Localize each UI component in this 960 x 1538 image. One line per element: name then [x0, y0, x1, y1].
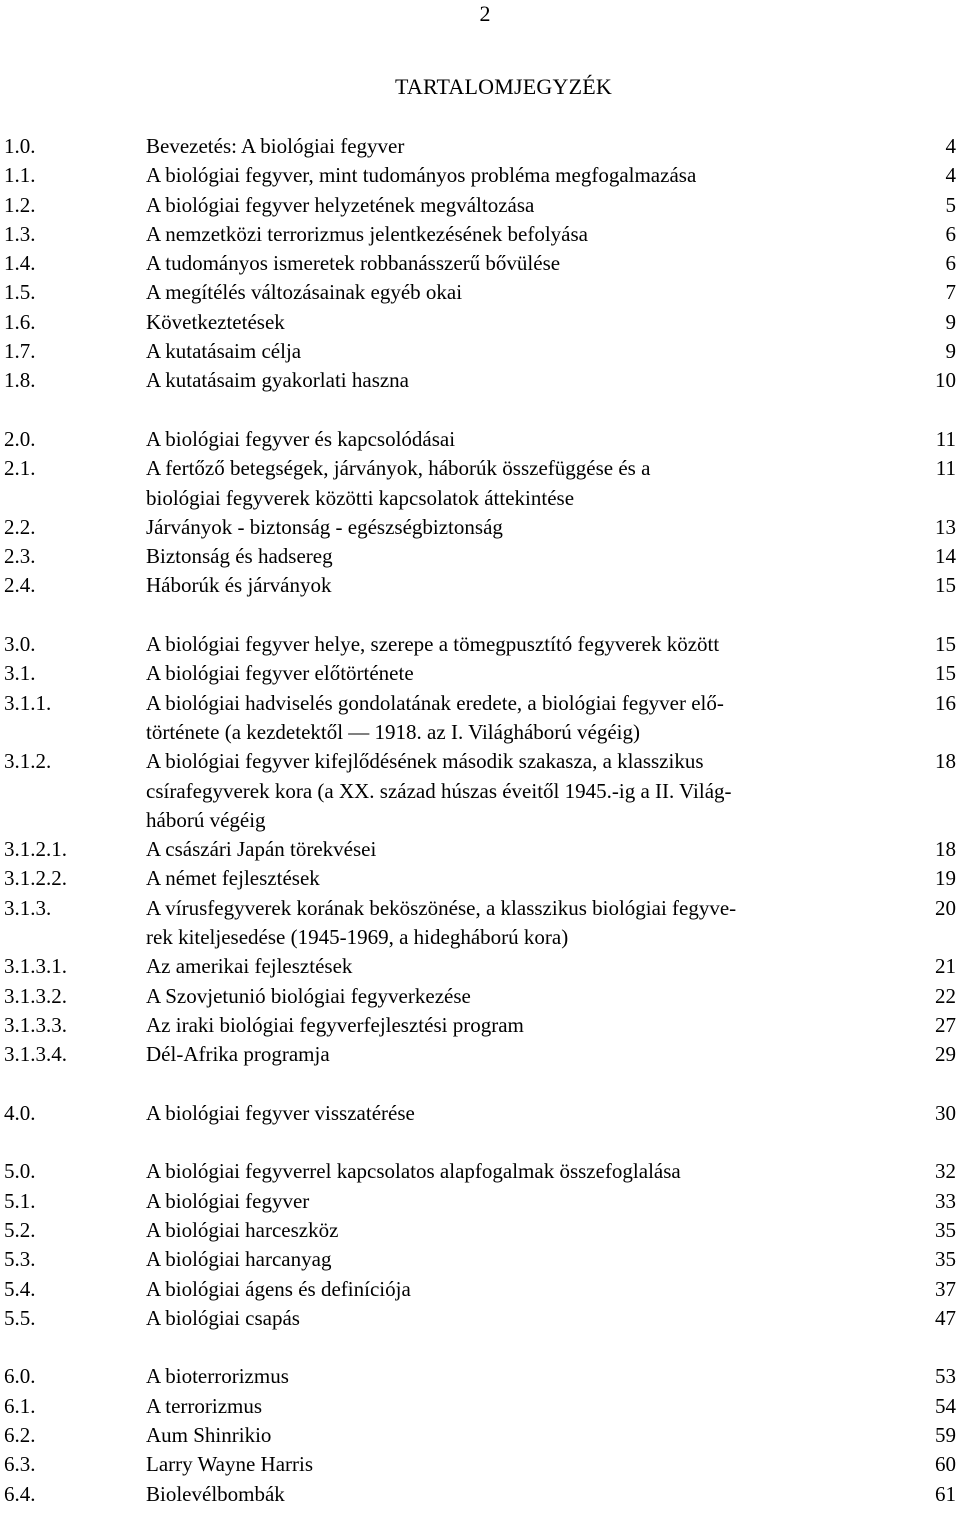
toc-entry-title-line: Háborúk és járványok — [146, 573, 332, 598]
toc-entry-title-line: A biológiai fegyver előtörténete — [146, 661, 414, 686]
toc-entry-title — [146, 132, 896, 161]
toc-entry-title-line: A biológiai fegyver visszatérése — [146, 1100, 415, 1125]
toc-entry-page: 9 — [945, 309, 956, 334]
toc-entry-page: 14 — [935, 544, 956, 569]
toc-entry-title-line: rek kiteljesedése (1945-1969, a hidegháború kora) — [146, 925, 569, 950]
toc-entry-page: 15 — [935, 661, 956, 686]
toc-entry-title-line: A biológiai fegyver kifejlődésének második szakasza, a klasszikus — [146, 749, 704, 774]
toc-entry-title-line: A biológiai ágens és definíciója — [146, 1276, 411, 1301]
toc-entry-title — [146, 161, 896, 190]
toc-entry-title-line: Az amerikai fejlesztések — [146, 954, 353, 979]
toc-entry-title-line: A biológiai fegyver és kapcsolódásai — [146, 426, 456, 451]
toc-entry-number: 5.1. — [4, 1188, 36, 1213]
toc-entry-number: 3.1.3.4. — [4, 1042, 67, 1067]
toc-section — [4, 425, 956, 601]
toc-entry-title-line: A biológiai harcanyag — [146, 1247, 332, 1272]
toc-entry-page: 4 — [945, 163, 956, 188]
toc-entry-number: 1.1. — [4, 163, 36, 188]
toc-entry-title — [146, 1275, 896, 1304]
toc-entry-number: 5.5. — [4, 1305, 36, 1330]
toc-entry-title-line: csírafegyverek kora (a XX. század húszas éveitől 1945.-ig a II. Világ- — [146, 778, 732, 803]
toc-entry-number: 2.3. — [4, 544, 36, 569]
toc-entry[interactable] — [4, 1245, 956, 1274]
toc-entry-title-line: A kutatásaim gyakorlati haszna — [146, 368, 410, 393]
toc-entry-title-line: A tudományos ismeretek robbanásszerű bővülése — [146, 251, 561, 276]
toc-entry-title-line: A biológiai hadviselés gondolatának eredete, a biológiai fegyver elő- — [146, 690, 724, 715]
toc-entry-number: 3.1.3.1. — [4, 954, 67, 979]
toc-entry-title-line: Biolevélbombák — [146, 1481, 285, 1506]
toc-entry-title — [146, 894, 896, 953]
toc-entry[interactable] — [4, 308, 956, 337]
toc-entry-title — [146, 1157, 896, 1186]
toc-entry[interactable] — [4, 513, 956, 542]
toc-entry[interactable] — [4, 894, 956, 953]
toc-entry-title-line: A biológiai fegyver, mint tudományos probléma megfogalmazása — [146, 163, 697, 188]
toc-entry-title-line: A nemzetközi terrorizmus jelentkezésének befolyása — [146, 221, 588, 246]
toc-entry-title — [146, 1216, 896, 1245]
toc-entry-page: 61 — [935, 1481, 956, 1506]
toc-entry-number: 5.3. — [4, 1247, 36, 1272]
toc-entry-title-line: A biológiai fegyver helyzetének megváltozása — [146, 192, 535, 217]
toc-entry-title — [146, 337, 896, 366]
toc-entry-title-line: Biztonság és hadsereg — [146, 544, 333, 569]
toc-entry-page: 47 — [935, 1305, 956, 1330]
toc-entry-title — [146, 952, 896, 981]
toc-section — [4, 630, 956, 1069]
toc-entry-number: 3.1.1. — [4, 690, 52, 715]
toc-entry-title — [146, 1011, 896, 1040]
toc-entry-title — [146, 982, 896, 1011]
toc-entry-title-line: A bioterrorizmus — [146, 1364, 289, 1389]
toc-entry-number: 1.0. — [4, 134, 36, 158]
toc-entry-number: 6.3. — [4, 1452, 36, 1477]
toc-entry-title-line: Következtetések — [146, 309, 285, 334]
toc-section — [4, 132, 956, 396]
page-title: TARTALOMJEGYZÉK — [395, 74, 612, 99]
toc-entry[interactable] — [4, 278, 956, 307]
toc-entry-number: 5.4. — [4, 1276, 36, 1301]
toc-entry-title-line: A császári Japán törekvései — [146, 837, 377, 862]
toc-entry-number: 1.6. — [4, 309, 36, 334]
toc-entry-page: 32 — [935, 1159, 956, 1184]
toc-entry-title — [146, 1392, 896, 1421]
toc-entry-title — [146, 425, 896, 454]
toc-entry-number: 6.4. — [4, 1481, 36, 1506]
toc-entry-number: 2.2. — [4, 514, 36, 539]
toc-entry-number: 6.0. — [4, 1364, 36, 1389]
toc-entry-page: 54 — [935, 1393, 956, 1418]
toc-entry-title — [146, 1480, 896, 1509]
toc-entry-title-line: Bevezetés: A biológiai fegyver — [146, 134, 405, 158]
toc-entry-number: 1.5. — [4, 280, 36, 305]
toc-entry-title-line: A biológiai fegyver — [146, 1188, 310, 1213]
toc-entry-page: 18 — [935, 837, 956, 862]
toc-entry-number: 1.8. — [4, 368, 36, 393]
toc-entry-title-line: Járványok - biztonság - egészségbiztonság — [146, 514, 503, 539]
toc-entry-title — [146, 454, 896, 513]
toc-entry-page: 9 — [945, 339, 956, 364]
toc-entry[interactable] — [4, 1216, 956, 1245]
toc-entry-page: 13 — [935, 514, 956, 539]
toc-entry-number: 1.4. — [4, 251, 36, 276]
toc-section — [4, 1099, 956, 1128]
toc-entry-page: 10 — [935, 368, 956, 393]
toc-entry-number: 3.1.3. — [4, 895, 52, 920]
page-number: 2 — [479, 1, 491, 26]
toc-entry-number: 3.1.3.3. — [4, 1012, 67, 1037]
toc-entry-number: 1.3. — [4, 221, 36, 246]
table-of-contents — [4, 132, 956, 1538]
toc-entry-title — [146, 278, 896, 307]
toc-entry-number: 3.1.2.1. — [4, 837, 67, 862]
toc-entry-title-line: A megítélés változásainak egyéb okai — [146, 280, 463, 305]
toc-entry-page: 15 — [935, 632, 956, 657]
toc-entry-page: 22 — [935, 983, 956, 1008]
toc-entry[interactable] — [4, 220, 956, 249]
toc-entry[interactable] — [4, 542, 956, 571]
toc-entry-page: 59 — [935, 1423, 956, 1448]
toc-entry-title-line: A kutatásaim célja — [146, 339, 302, 364]
toc-entry-number: 3.1.3.2. — [4, 983, 67, 1008]
toc-section — [4, 1157, 956, 1333]
toc-entry[interactable] — [4, 835, 956, 864]
toc-entry-number: 5.2. — [4, 1217, 36, 1242]
toc-entry[interactable] — [4, 1040, 956, 1069]
toc-entry[interactable] — [4, 1362, 956, 1391]
toc-entry-title-line: A terrorizmus — [146, 1393, 263, 1418]
toc-entry[interactable] — [4, 161, 956, 190]
toc-entry-title-line: A biológiai fegyver helye, szerepe a tömegpusztító fegyverek között — [146, 632, 720, 657]
toc-entry-page: 60 — [935, 1452, 956, 1477]
toc-entry-number: 5.0. — [4, 1159, 36, 1184]
toc-entry[interactable] — [4, 191, 956, 220]
toc-entry-title-line: Aum Shinrikio — [146, 1423, 272, 1448]
toc-entry-number: 6.2. — [4, 1423, 36, 1448]
toc-entry[interactable] — [4, 571, 956, 600]
toc-entry-number: 1.7. — [4, 339, 36, 364]
toc-entry-title — [146, 542, 896, 571]
toc-entry[interactable] — [4, 1450, 956, 1479]
toc-entry-title — [146, 366, 896, 395]
toc-entry-page: 35 — [935, 1247, 956, 1272]
toc-entry-title-line: A német fejlesztések — [146, 866, 320, 891]
toc-entry-page: 20 — [935, 895, 956, 920]
toc-entry[interactable] — [4, 952, 956, 981]
toc-entry[interactable] — [4, 1480, 956, 1509]
toc-entry-title-line: Larry Wayne Harris — [146, 1452, 314, 1477]
toc-entry-page: 37 — [935, 1276, 956, 1301]
toc-entry-page: 19 — [935, 866, 956, 891]
toc-entry-title — [146, 220, 896, 249]
toc-entry-title-line: Dél-Afrika programja — [146, 1042, 330, 1067]
toc-entry[interactable] — [4, 1157, 956, 1186]
toc-entry-number: 2.1. — [4, 456, 36, 481]
toc-entry-title — [146, 1362, 896, 1391]
toc-entry-title — [146, 308, 896, 337]
toc-entry[interactable] — [4, 337, 956, 366]
toc-entry[interactable] — [4, 454, 956, 513]
toc-entry-title-line: A biológiai csapás — [146, 1305, 300, 1330]
toc-entry-title — [146, 1421, 896, 1450]
toc-entry-page: 11 — [935, 456, 956, 481]
toc-entry-title — [146, 835, 896, 864]
toc-entry-title — [146, 1040, 896, 1069]
toc-entry-number: 6.1. — [4, 1393, 36, 1418]
toc-entry-number: 3.1.2.2. — [4, 866, 67, 891]
toc-entry[interactable] — [4, 659, 956, 688]
toc-entry-title-line: A Szovjetunió biológiai fegyverkezése — [146, 983, 471, 1008]
toc-entry-number: 4.0. — [4, 1100, 36, 1125]
toc-entry-page: 27 — [935, 1012, 956, 1037]
toc-entry[interactable] — [4, 747, 956, 835]
toc-entry-title — [146, 659, 896, 688]
toc-entry-title — [146, 1187, 896, 1216]
toc-entry-page: 11 — [935, 426, 956, 451]
toc-entry-title-line: A biológiai harceszköz — [146, 1217, 339, 1242]
toc-entry-title — [146, 249, 896, 278]
toc-section — [4, 1362, 956, 1508]
toc-entry-number: 2.4. — [4, 573, 36, 598]
toc-entry-page: 29 — [935, 1042, 956, 1067]
toc-entry-title — [146, 1450, 896, 1479]
toc-entry-page: 33 — [935, 1188, 956, 1213]
toc-entry-title-line: Az iraki biológiai fegyverfejlesztési program — [146, 1012, 524, 1037]
toc-entry-title-line: háború végéig — [146, 807, 266, 832]
toc-entry-page: 5 — [945, 192, 956, 217]
toc-entry-title — [146, 689, 896, 748]
toc-entry[interactable] — [4, 1099, 956, 1128]
toc-entry-title — [146, 1245, 896, 1274]
toc-entry-page: 6 — [945, 251, 956, 276]
toc-entry[interactable] — [4, 689, 956, 748]
toc-entry[interactable] — [4, 132, 956, 161]
toc-entry-title-line: A fertőző betegségek, járványok, háborúk összefüggése és a — [146, 456, 651, 481]
toc-entry[interactable] — [4, 1392, 956, 1421]
toc-entry-page: 4 — [945, 134, 956, 158]
toc-entry-number: 3.1.2. — [4, 749, 52, 774]
toc-entry-page: 18 — [935, 749, 956, 774]
toc-entry-number: 2.0. — [4, 426, 36, 451]
toc-entry-title — [146, 1099, 896, 1128]
toc-entry-title-line: A biológiai fegyverrel kapcsolatos alapfogalmak összefoglalása — [146, 1159, 681, 1184]
toc-entry-number: 3.1. — [4, 661, 36, 686]
toc-entry-title — [146, 191, 896, 220]
toc-entry-title-line: biológiai fegyverek közötti kapcsolatok áttekintése — [146, 485, 575, 510]
toc-entry-title-line: A vírusfegyverek korának beköszönése, a klasszikus biológiai fegyve- — [146, 895, 737, 920]
toc-entry-page: 16 — [935, 690, 956, 715]
toc-entry[interactable] — [4, 366, 956, 395]
toc-entry[interactable] — [4, 249, 956, 278]
toc-entry-title-line: története (a kezdetektől ― 1918. az I. Világháború végéig) — [146, 719, 640, 744]
toc-entry-title — [146, 571, 896, 600]
toc-entry-title — [146, 864, 896, 893]
toc-entry[interactable] — [4, 425, 956, 454]
toc-entry-page: 15 — [935, 573, 956, 598]
toc-entry-page: 53 — [935, 1364, 956, 1389]
toc-entry-page: 30 — [935, 1100, 956, 1125]
toc-entry-number: 3.0. — [4, 632, 36, 657]
toc-entry-title — [146, 1304, 896, 1333]
toc-entry-title — [146, 630, 896, 659]
toc-entry[interactable] — [4, 982, 956, 1011]
toc-entry-page: 35 — [935, 1217, 956, 1242]
toc-entry[interactable] — [4, 1304, 956, 1333]
toc-entry-title — [146, 747, 896, 835]
toc-entry[interactable] — [4, 630, 956, 659]
toc-entry-page: 21 — [935, 954, 956, 979]
toc-entry[interactable] — [4, 864, 956, 893]
toc-entry-page: 7 — [945, 280, 956, 305]
toc-entry[interactable] — [4, 1187, 956, 1216]
toc-entry[interactable] — [4, 1275, 956, 1304]
toc-entry[interactable] — [4, 1421, 956, 1450]
toc-entry-number: 1.2. — [4, 192, 36, 217]
toc-entry-title — [146, 513, 896, 542]
toc-entry[interactable] — [4, 1011, 956, 1040]
toc-entry-page: 6 — [945, 221, 956, 246]
